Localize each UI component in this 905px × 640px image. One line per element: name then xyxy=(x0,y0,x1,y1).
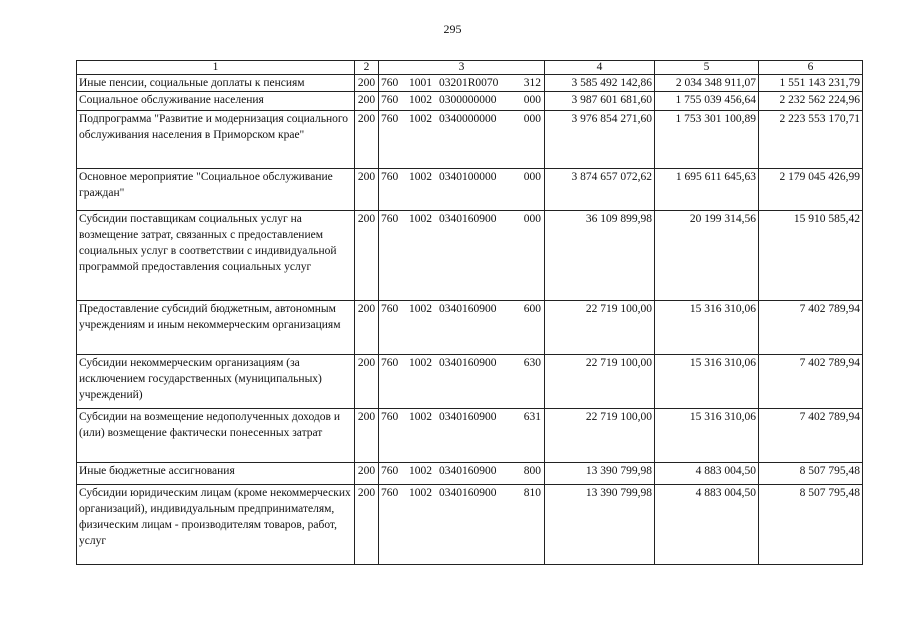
row-name: Субсидии некоммерческим организациям (за исключением государственных (муниципальных) учреждений) xyxy=(77,355,355,409)
row-name: Субсидии поставщикам социальных услуг на возмещение затрат, связанных с предоставлением социальных услуг в соответствии с индивидуальной программой предоставления социальных услуг xyxy=(77,211,355,301)
code-section: 1002 xyxy=(409,303,432,315)
row-value-5: 1 753 301 100,89 xyxy=(655,111,759,169)
row-name: Предоставление субсидий бюджетным, автономным учреждениям и иным некоммерческим организациям xyxy=(77,301,355,355)
code-ministry: 760 xyxy=(381,94,399,106)
code-type: 000 xyxy=(523,213,541,225)
row-value-4: 3 987 601 681,60 xyxy=(545,92,655,111)
row-section: 200 xyxy=(355,409,379,463)
row-section: 200 xyxy=(355,485,379,565)
code-target: 0340160900 xyxy=(439,465,497,477)
budget-table xyxy=(76,60,863,565)
row-value-4: 3 585 492 142,86 xyxy=(545,75,655,92)
row-value-6: 1 551 143 231,79 xyxy=(759,75,863,92)
row-value-5: 4 883 004,50 xyxy=(655,463,759,485)
row-name: Подпрограмма "Развитие и модернизация социального обслуживания населения в Приморском крае" xyxy=(77,111,355,169)
row-codes xyxy=(379,355,545,409)
table-row xyxy=(77,211,863,301)
row-codes xyxy=(379,111,545,169)
row-value-6: 7 402 789,94 xyxy=(759,301,863,355)
row-value-5: 4 883 004,50 xyxy=(655,485,759,565)
row-name: Иные пенсии, социальные доплаты к пенсиям xyxy=(77,75,355,92)
code-target: 0340160900 xyxy=(439,411,497,423)
column-header: 3 xyxy=(379,61,545,75)
column-header: 1 xyxy=(77,61,355,75)
code-section: 1002 xyxy=(409,487,432,499)
code-section: 1002 xyxy=(409,465,432,477)
code-type: 000 xyxy=(523,171,541,183)
code-type: 600 xyxy=(523,303,541,315)
code-target: 0300000000 xyxy=(439,94,497,106)
row-section: 200 xyxy=(355,211,379,301)
code-ministry: 760 xyxy=(381,171,399,183)
code-target: 0340000000 xyxy=(439,113,497,125)
code-target: 03201R0070 xyxy=(439,77,499,89)
table-row xyxy=(77,409,863,463)
row-value-4: 13 390 799,98 xyxy=(545,463,655,485)
row-codes xyxy=(379,301,545,355)
row-codes xyxy=(379,463,545,485)
table-row xyxy=(77,301,863,355)
code-ministry: 760 xyxy=(381,77,399,89)
row-value-5: 1 695 611 645,63 xyxy=(655,169,759,211)
code-ministry: 760 xyxy=(381,411,399,423)
row-value-6: 15 910 585,42 xyxy=(759,211,863,301)
column-header: 6 xyxy=(759,61,863,75)
table-row xyxy=(77,485,863,565)
column-header: 2 xyxy=(355,61,379,75)
page-number: 295 xyxy=(443,22,462,36)
header-row xyxy=(77,61,863,75)
row-value-6: 2 232 562 224,96 xyxy=(759,92,863,111)
code-target: 0340160900 xyxy=(439,487,497,499)
code-type: 000 xyxy=(523,94,541,106)
row-codes xyxy=(379,92,545,111)
row-section: 200 xyxy=(355,463,379,485)
code-type: 810 xyxy=(523,487,541,499)
table-row xyxy=(77,463,863,485)
row-name: Социальное обслуживание населения xyxy=(77,92,355,111)
row-name: Субсидии юридическим лицам (кроме некоммерческих организаций), индивидуальным предпринимателям, физическим лицам - производителям товаров, работ, услуг xyxy=(77,485,355,565)
row-value-5: 2 034 348 911,07 xyxy=(655,75,759,92)
code-ministry: 760 xyxy=(381,303,399,315)
column-header: 5 xyxy=(655,61,759,75)
code-ministry: 760 xyxy=(381,465,399,477)
code-section: 1002 xyxy=(409,411,432,423)
row-value-4: 22 719 100,00 xyxy=(545,301,655,355)
row-value-6: 7 402 789,94 xyxy=(759,355,863,409)
row-section: 200 xyxy=(355,75,379,92)
table-row xyxy=(77,169,863,211)
row-value-4: 22 719 100,00 xyxy=(545,409,655,463)
row-value-6: 2 179 045 426,99 xyxy=(759,169,863,211)
row-value-4: 3 976 854 271,60 xyxy=(545,111,655,169)
row-name: Основное мероприятие "Социальное обслуживание граждан" xyxy=(77,169,355,211)
code-type: 630 xyxy=(523,357,541,369)
row-value-5: 15 316 310,06 xyxy=(655,409,759,463)
code-type: 800 xyxy=(523,465,541,477)
code-ministry: 760 xyxy=(381,357,399,369)
column-header: 4 xyxy=(545,61,655,75)
code-target: 0340100000 xyxy=(439,171,497,183)
code-type: 312 xyxy=(523,77,541,89)
code-type: 631 xyxy=(523,411,541,423)
row-value-6: 2 223 553 170,71 xyxy=(759,111,863,169)
row-value-6: 8 507 795,48 xyxy=(759,463,863,485)
code-section: 1002 xyxy=(409,213,432,225)
row-value-6: 7 402 789,94 xyxy=(759,409,863,463)
row-codes xyxy=(379,409,545,463)
table-row xyxy=(77,75,863,92)
code-ministry: 760 xyxy=(381,487,399,499)
row-codes xyxy=(379,169,545,211)
row-codes xyxy=(379,485,545,565)
code-ministry: 760 xyxy=(381,113,399,125)
row-value-4: 3 874 657 072,62 xyxy=(545,169,655,211)
code-target: 0340160900 xyxy=(439,213,497,225)
row-value-4: 22 719 100,00 xyxy=(545,355,655,409)
row-name: Субсидии на возмещение недополученных доходов и (или) возмещение фактически понесенных затрат xyxy=(77,409,355,463)
row-value-5: 15 316 310,06 xyxy=(655,301,759,355)
code-section: 1002 xyxy=(409,357,432,369)
code-section: 1002 xyxy=(409,171,432,183)
row-section: 200 xyxy=(355,169,379,211)
code-target: 0340160900 xyxy=(439,303,497,315)
row-value-6: 8 507 795,48 xyxy=(759,485,863,565)
code-type: 000 xyxy=(523,113,541,125)
code-target: 0340160900 xyxy=(439,357,497,369)
row-section: 200 xyxy=(355,92,379,111)
row-name: Иные бюджетные ассигнования xyxy=(77,463,355,485)
code-section: 1001 xyxy=(409,77,432,89)
row-value-5: 20 199 314,56 xyxy=(655,211,759,301)
row-section: 200 xyxy=(355,111,379,169)
row-codes xyxy=(379,75,545,92)
code-section: 1002 xyxy=(409,113,432,125)
row-section: 200 xyxy=(355,301,379,355)
row-value-5: 1 755 039 456,64 xyxy=(655,92,759,111)
code-ministry: 760 xyxy=(381,213,399,225)
code-section: 1002 xyxy=(409,94,432,106)
row-value-5: 15 316 310,06 xyxy=(655,355,759,409)
table-row xyxy=(77,111,863,169)
table-row xyxy=(77,355,863,409)
row-value-4: 36 109 899,98 xyxy=(545,211,655,301)
row-value-4: 13 390 799,98 xyxy=(545,485,655,565)
table-row xyxy=(77,92,863,111)
row-codes xyxy=(379,211,545,301)
row-section: 200 xyxy=(355,355,379,409)
